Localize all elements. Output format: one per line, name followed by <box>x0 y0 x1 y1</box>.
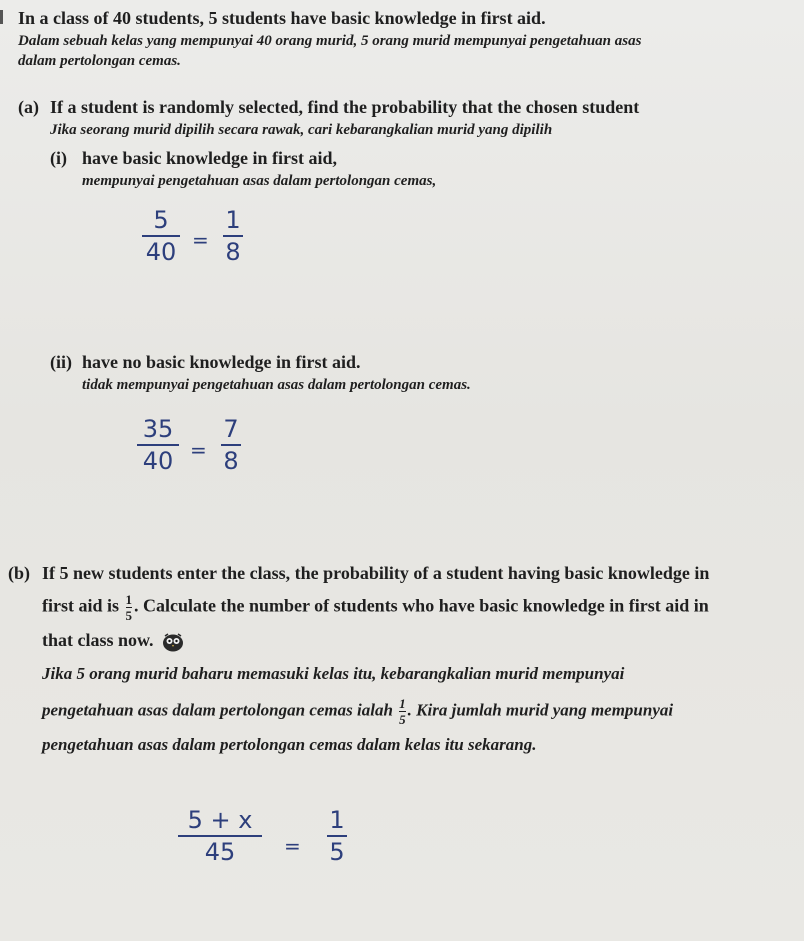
part-a-text-malay: Jika seorang murid dipilih secara rawak, cari kebarangkalian murid yang dipilih <box>50 122 553 138</box>
answer-b-denominator-1: 45 <box>204 838 236 866</box>
part-b-line2-malay-start: pengetahuan asas dalam pertolongan cemas ialah <box>42 700 393 720</box>
answer-i-denominator-2: 8 <box>225 238 241 266</box>
answer-ii-fraction-1 <box>134 417 182 473</box>
answer-ii-fraction-2 <box>216 417 246 473</box>
part-a-label: (a) <box>18 97 39 117</box>
answer-ii-numerator-1: 35 <box>142 415 174 443</box>
part-b-fraction-english-den: 5 <box>125 608 133 623</box>
answer-b-equals: = <box>284 834 301 858</box>
answer-ii-fraction-bar-1 <box>137 444 179 446</box>
answer-i-fraction-2 <box>218 208 248 264</box>
answer-b-numerator-1: 5 + x <box>187 806 253 834</box>
answer-i-fraction-bar-2 <box>223 235 243 237</box>
answer-i-numerator-2: 1 <box>225 206 241 234</box>
part-b-line3-english: that class now. <box>42 630 154 650</box>
intro-malay-line2: dalam pertolongan cemas. <box>18 53 181 69</box>
part-b-line2-english-start: first aid is <box>42 595 120 616</box>
part-b-line2-malay-end: . Kira jumlah murid yang mempunyai <box>407 700 674 720</box>
answer-b-fraction-bar-2 <box>327 835 347 837</box>
answer-ii-denominator-1: 40 <box>142 447 174 475</box>
answer-b-fraction-1 <box>172 808 268 864</box>
answer-i-numerator-1: 5 <box>153 206 169 234</box>
page-edge-mark <box>0 10 3 24</box>
sub-ii-text-english: have no basic knowledge in first aid. <box>82 352 361 372</box>
part-b-fraction-malay <box>399 697 406 726</box>
part-a-text-english: If a student is randomly selected, find the probability that the chosen student <box>50 97 640 117</box>
sub-i-text-malay: mempunyai pengetahuan asas dalam pertolongan cemas, <box>82 173 437 189</box>
part-b-label: (b) <box>8 563 30 583</box>
answer-ii-equals: = <box>190 438 207 462</box>
answer-i-equals: = <box>192 228 209 252</box>
answer-b-numerator-2: 1 <box>329 806 345 834</box>
part-b-fraction-malay-den: 5 <box>399 712 406 727</box>
part-b-fraction-malay-num: 1 <box>399 696 406 711</box>
answer-ii-denominator-2: 8 <box>223 447 239 475</box>
sub-i-text-english: have basic knowledge in first aid, <box>82 148 338 168</box>
intro-english: In a class of 40 students, 5 students have basic knowledge in first aid. <box>18 8 546 28</box>
sub-ii-label: (ii) <box>50 352 72 372</box>
owl-sticker-icon <box>162 632 184 652</box>
answer-b-fraction-bar-1 <box>178 835 262 837</box>
part-b-fraction-english <box>126 593 133 622</box>
sub-i-label: (i) <box>50 148 67 168</box>
answer-b-denominator-2: 5 <box>329 838 345 866</box>
answer-i-fraction-bar-1 <box>142 235 180 237</box>
part-b-fraction-english-num: 1 <box>125 592 133 607</box>
part-b-line2-malay <box>42 697 673 726</box>
part-b-line1-english: If 5 new students enter the class, the probability of a student having basic knowledge in <box>42 563 710 583</box>
part-b-line2-english <box>42 593 709 622</box>
part-b-line3-malay: pengetahuan asas dalam pertolongan cemas dalam kelas itu sekarang. <box>42 735 537 754</box>
answer-i-fraction-1 <box>138 208 184 264</box>
answer-b-fraction-2 <box>322 808 352 864</box>
part-b-line2-english-end: . Calculate the number of students who have basic knowledge in first aid in <box>134 595 709 616</box>
answer-ii-fraction-bar-2 <box>221 444 241 446</box>
part-b-line1-malay: Jika 5 orang murid baharu memasuki kelas itu, kebarangkalian murid mempunyai <box>42 664 625 683</box>
intro-malay-line1: Dalam sebuah kelas yang mempunyai 40 orang murid, 5 orang murid mempunyai pengetahuan asas <box>18 33 642 49</box>
answer-i-denominator-1: 40 <box>145 238 177 266</box>
answer-ii-numerator-2: 7 <box>223 415 239 443</box>
part-b-line3-english-row <box>42 630 184 652</box>
sub-ii-text-malay: tidak mempunyai pengetahuan asas dalam pertolongan cemas. <box>82 377 471 393</box>
